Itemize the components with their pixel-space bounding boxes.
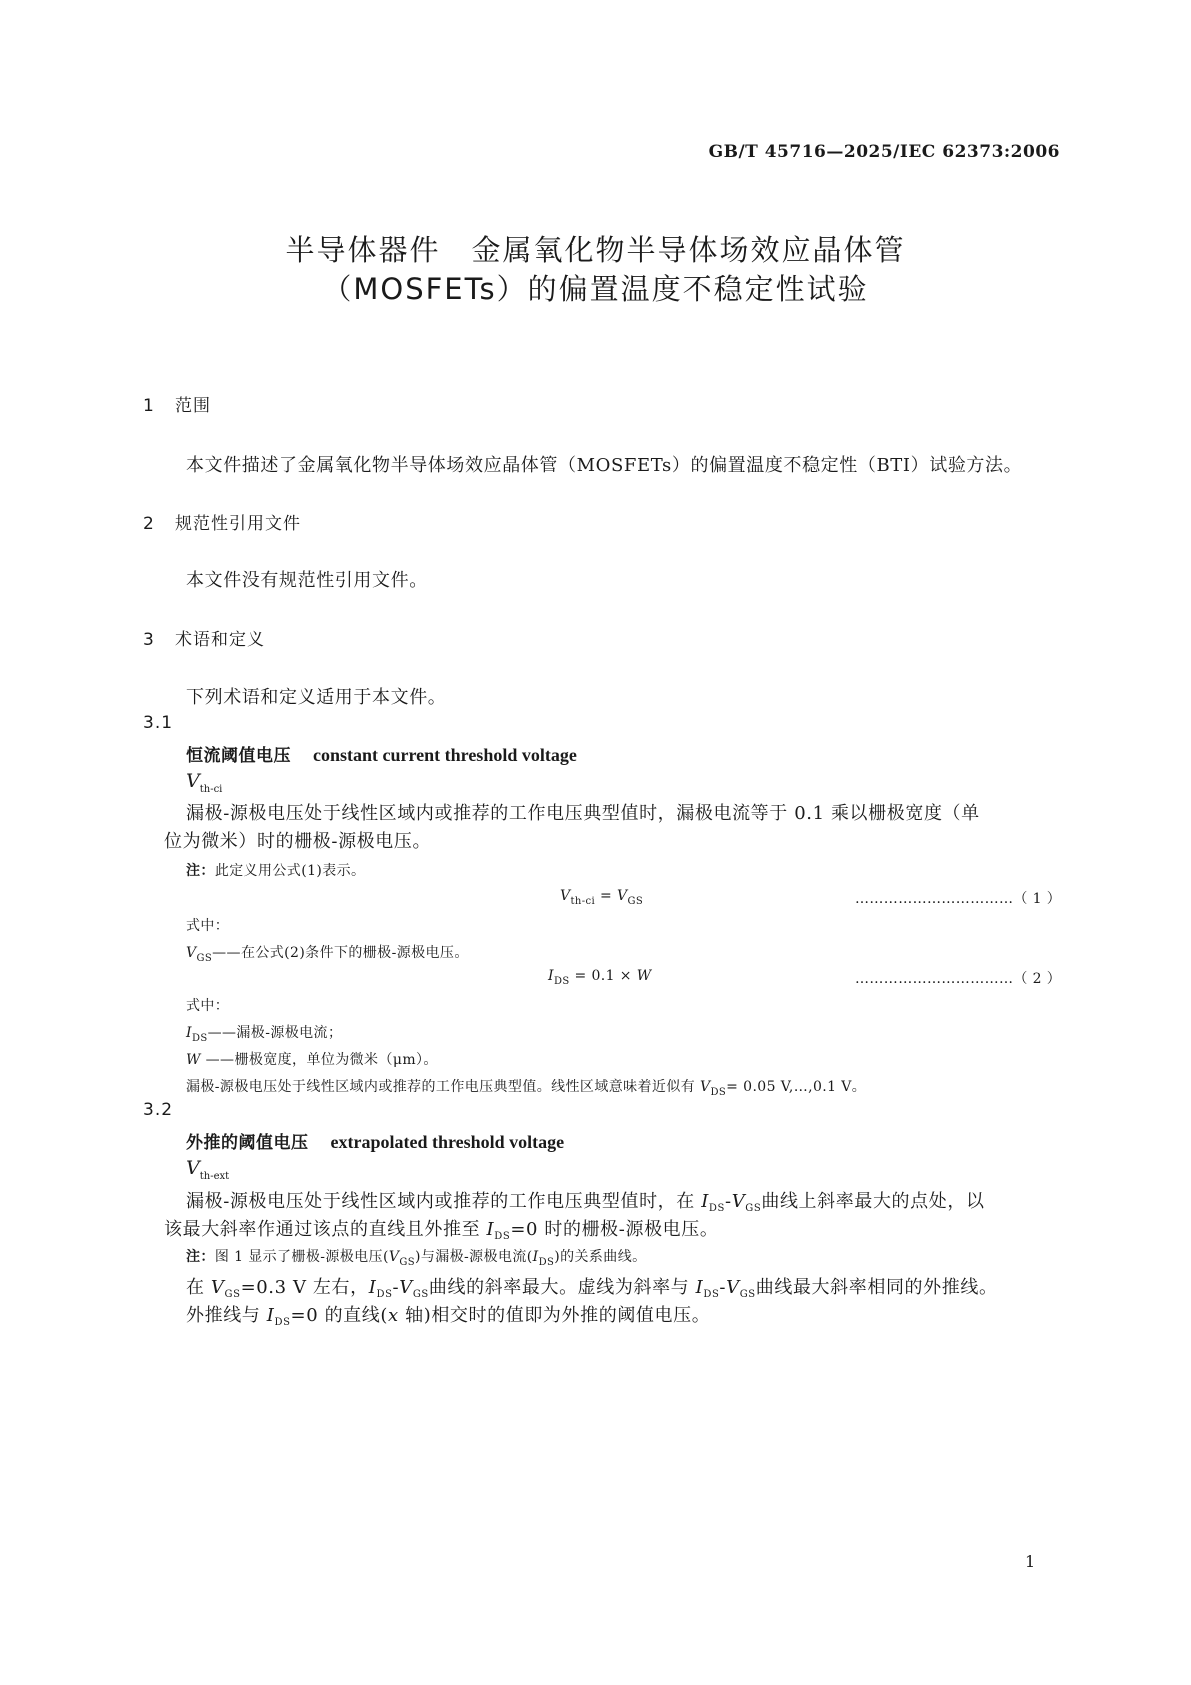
term-3-1-definition-line2: 位为微米）时的栅极-源极电压。 — [164, 831, 432, 852]
var-sub: GS — [412, 1289, 429, 1300]
text-run: 曲线的斜率最大。虚线为斜率与 — [428, 1277, 696, 1298]
var-sub: DS — [710, 1087, 727, 1098]
var-sub: DS — [376, 1289, 393, 1300]
var-sub: DS — [703, 1289, 720, 1300]
vgs-explanation — [186, 942, 469, 962]
eq-var: V — [560, 888, 571, 904]
var-letter: I — [486, 1219, 495, 1240]
section-2-heading — [143, 509, 301, 534]
section-number: 2 — [143, 514, 155, 534]
text-run: 图 1 显示了栅极-源极电压( — [214, 1249, 389, 1265]
text-run: 漏极-源极电压处于线性区域内或推荐的工作电压典型值时，在 — [186, 1191, 702, 1212]
symbol-subscript: th-ext — [199, 1170, 230, 1182]
eq-sub: DS — [553, 976, 570, 987]
section-1-heading — [143, 391, 211, 416]
term-3-2-number: 3.2 — [143, 1100, 174, 1120]
term-3-2-explanation-line1 — [186, 1273, 998, 1299]
var-letter: I — [532, 1249, 539, 1265]
var-letter: V — [186, 945, 197, 961]
linear-region-sentence — [186, 1076, 866, 1096]
var-sub: DS — [538, 1257, 555, 1268]
text-run: - — [725, 1191, 732, 1212]
term-3-2-heading — [186, 1128, 564, 1153]
term-3-2-note — [186, 1246, 647, 1266]
var-definition: ——漏极-源极电流； — [207, 1025, 343, 1041]
var-letter: V — [699, 1079, 711, 1095]
document-title-line1: 半导体器件 金属氧化物半导体场效应晶体管 — [285, 233, 906, 267]
normative-references-paragraph: 本文件没有规范性引用文件。 — [186, 570, 428, 591]
section-title: 规范性引用文件 — [175, 514, 301, 534]
symbol-letter: V — [186, 1157, 200, 1179]
where-label-1: 式中： — [186, 918, 230, 934]
section-number: 1 — [143, 396, 155, 416]
term-3-2-explanation-line2 — [186, 1301, 710, 1327]
page-number: 1 — [1025, 1552, 1036, 1571]
var-definition: ——在公式(2)条件下的栅极-源极电压。 — [212, 945, 469, 961]
var-sub: GS — [224, 1289, 241, 1300]
var-letter: V — [726, 1277, 740, 1298]
equation-2 — [548, 968, 652, 987]
text-run: = 0.05 V,…,0.1 V。 — [726, 1079, 867, 1095]
var-letter: I — [368, 1277, 377, 1298]
note-label: 注： — [186, 1249, 215, 1265]
eq-sub: GS — [627, 896, 644, 907]
term-3-2-symbol — [186, 1157, 229, 1182]
text-run: 在 — [186, 1277, 211, 1298]
term-3-1-heading — [186, 741, 577, 766]
text-run: )的关系曲线。 — [554, 1249, 647, 1265]
note-text: 此定义用公式(1)表示。 — [214, 863, 366, 879]
text-run: 曲线上斜率最大的点处，以 — [761, 1191, 985, 1212]
section-title: 范围 — [175, 396, 211, 416]
eq-var: V — [617, 888, 628, 904]
var-letter: I — [695, 1277, 704, 1298]
eq-sub: th-ci — [570, 896, 596, 907]
section-3-heading — [143, 625, 265, 650]
text-run: 轴)相交时的值即为外推的阈值电压。 — [398, 1305, 711, 1326]
symbol-subscript: th-ci — [199, 783, 223, 795]
term-cn: 外推的阈值电压 — [186, 1133, 309, 1153]
term-3-1-number: 3.1 — [143, 713, 174, 733]
var-sub: GS — [745, 1203, 762, 1214]
text-run: )与漏极-源极电流( — [414, 1249, 533, 1265]
document-title-line2: （MOSFETs）的偏置温度不稳定性试验 — [322, 272, 869, 306]
term-cn: 恒流阈值电压 — [186, 746, 291, 766]
var-sub: DS — [191, 1033, 208, 1044]
term-en: constant current threshold voltage — [313, 745, 577, 765]
var-definition: ——栅极宽度，单位为微米（μm）。 — [200, 1052, 438, 1068]
var-sub: GS — [196, 953, 213, 964]
equation-2-number: ……………………………（ 2 ） — [855, 971, 1062, 987]
var-sub: GS — [399, 1257, 415, 1268]
ids-explanation — [186, 1022, 342, 1042]
terms-intro-paragraph: 下列术语和定义适用于本文件。 — [186, 687, 447, 708]
term-3-1-definition-line1: 漏极-源极电压处于线性区域内或推荐的工作电压典型值时，漏极电流等于 0.1 乘以栅极宽度（单 — [186, 803, 980, 824]
eq-var: W — [636, 968, 652, 984]
section-title: 术语和定义 — [175, 630, 265, 650]
scope-paragraph: 本文件描述了金属氧化物半导体场效应晶体管（MOSFETs）的偏置温度不稳定性（BTI）试验方法。 — [186, 455, 1023, 476]
var-letter: I — [186, 1025, 192, 1041]
var-letter: V — [210, 1277, 225, 1298]
term-3-1-symbol — [186, 770, 222, 795]
text-run: - — [392, 1277, 400, 1298]
var-sub: DS — [274, 1317, 291, 1328]
term-3-1-note — [186, 860, 365, 880]
eq-operator: = 0.1 × — [569, 968, 637, 984]
var-sub: GS — [739, 1289, 756, 1300]
var-letter: W — [186, 1052, 201, 1068]
term-en: extrapolated threshold voltage — [330, 1132, 565, 1152]
equation-1 — [560, 888, 644, 907]
text-run: 漏极-源极电压处于线性区域内或推荐的工作电压典型值。线性区域意味着近似有 — [186, 1079, 700, 1095]
var-letter: I — [701, 1191, 709, 1212]
w-explanation — [186, 1049, 438, 1069]
text-run: - — [719, 1277, 727, 1298]
var-letter: V — [399, 1277, 413, 1298]
var-letter: V — [388, 1249, 400, 1265]
var-letter: x — [388, 1305, 399, 1326]
var-letter: I — [266, 1305, 275, 1326]
var-sub: DS — [494, 1231, 511, 1242]
var-sub: DS — [708, 1203, 725, 1214]
var-letter: V — [731, 1191, 746, 1212]
eq-var: I — [548, 968, 554, 984]
eq-operator: = — [595, 888, 617, 904]
standard-code-header: GB/T 45716—2025/IEC 62373:2006 — [708, 142, 1060, 162]
text-run: 曲线最大斜率相同的外推线。 — [755, 1277, 998, 1298]
term-3-2-definition-line1 — [186, 1187, 985, 1213]
text-run: =0 时的栅极-源极电压。 — [510, 1219, 719, 1240]
where-label-2: 式中： — [186, 998, 230, 1014]
text-run: 外推线与 — [186, 1305, 267, 1326]
term-3-2-definition-line2 — [164, 1215, 718, 1241]
section-number: 3 — [143, 630, 155, 650]
text-run: =0.3 V 左右， — [240, 1277, 369, 1298]
equation-1-number: ……………………………（ 1 ） — [855, 891, 1062, 907]
symbol-letter: V — [186, 770, 200, 792]
text-run: =0 的直线( — [290, 1305, 389, 1326]
text-run: 该最大斜率作通过该点的直线且外推至 — [164, 1219, 487, 1240]
note-label: 注： — [186, 863, 215, 879]
